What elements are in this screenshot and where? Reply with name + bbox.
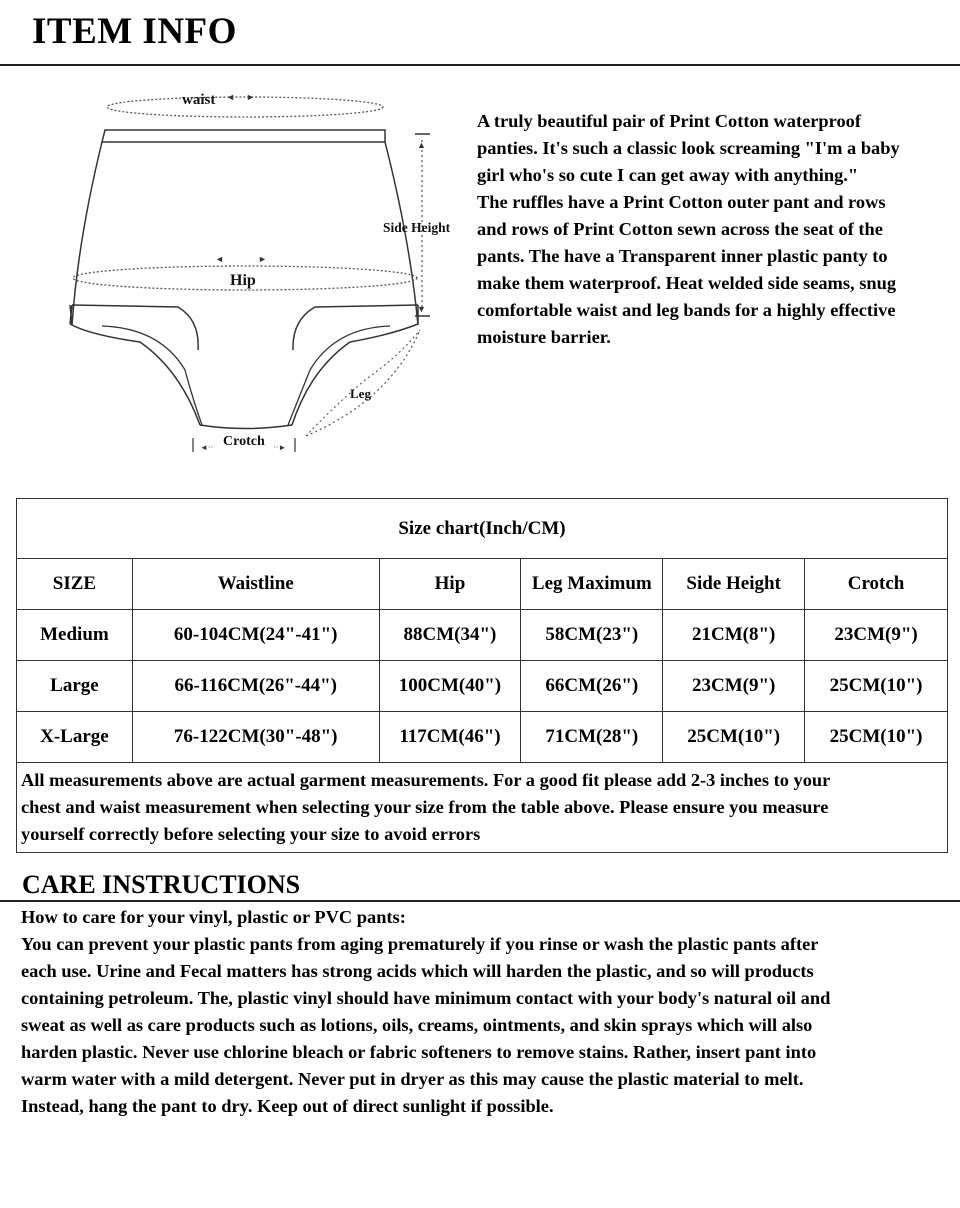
care-line: You can prevent your plastic pants from aging prematurely if you rinse or wash the plastic pants after: [21, 934, 819, 954]
side-height-cell: 25CM(10"): [663, 712, 805, 763]
care-section-title: CARE INSTRUCTIONS: [22, 870, 301, 899]
waist-arrow-icon: ◄: [226, 92, 235, 102]
waistline-cell: 66-116CM(26"-44"): [132, 661, 379, 712]
description-line: A truly beautiful pair of Print Cotton waterproof: [477, 111, 861, 131]
hip-cell: 117CM(46"): [379, 712, 521, 763]
care-line: harden plastic. Never use chlorine bleach or fabric softeners to remove stains. Rather, insert pant into: [21, 1042, 817, 1062]
waist-arrow-right-icon: ►: [246, 92, 255, 102]
waist-label: waist: [182, 92, 216, 108]
waistband: [102, 130, 385, 142]
column-header: Crotch: [805, 559, 948, 610]
size-cell: Large: [17, 661, 133, 712]
product-description: [477, 108, 960, 351]
size-chart-table: [16, 498, 948, 853]
side-height-cell: 21CM(8"): [663, 610, 805, 661]
table-row: [17, 712, 948, 763]
description-line: moisture barrier.: [477, 327, 611, 347]
measurement-note: [17, 763, 948, 853]
crotch-cell: 23CM(9"): [805, 610, 948, 661]
side-height-down-icon: ▼: [417, 304, 426, 314]
crotch-cell: 25CM(10"): [805, 712, 948, 763]
column-header: Hip: [379, 559, 521, 610]
care-line: containing petroleum. The, plastic vinyl should have minimum contact with your body's natural oil and: [21, 988, 831, 1008]
hip-cell: 100CM(40"): [379, 661, 521, 712]
side-height-label: Side Height: [383, 220, 451, 235]
leg-cell: 71CM(28"): [521, 712, 663, 763]
waistline-cell: 76-122CM(30"-48"): [132, 712, 379, 763]
side-height-cell: 23CM(9"): [663, 661, 805, 712]
care-divider: [0, 900, 960, 902]
hip-arrow-right-icon: ►: [258, 254, 267, 264]
column-header: SIZE: [17, 559, 133, 610]
note-line: chest and waist measurement when selecting your size from the table above. Please ensure you measure: [21, 797, 829, 817]
measurement-diagram: [60, 80, 470, 460]
hip-label: Hip: [230, 272, 256, 289]
care-line: warm water with a mild detergent. Never put in dryer as this may cause the plastic material to melt.: [21, 1069, 804, 1089]
leg-cell: 58CM(23"): [521, 610, 663, 661]
table-row: [17, 661, 948, 712]
crotch-cell: 25CM(10"): [805, 661, 948, 712]
crotch-panel: [200, 425, 292, 429]
hip-cell: 88CM(34"): [379, 610, 521, 661]
size-cell: Medium: [17, 610, 133, 661]
header-divider: [0, 64, 960, 66]
column-header: Leg Maximum: [521, 559, 663, 610]
column-header: Side Height: [663, 559, 805, 610]
care-line: How to care for your vinyl, plastic or PVC pants:: [21, 907, 406, 927]
side-height-up-icon: ▲: [417, 140, 426, 150]
size-chart-caption: Size chart(Inch/CM): [17, 499, 948, 559]
description-line: pants. The have a Transparent inner plastic panty to: [477, 246, 888, 266]
note-line: All measurements above are actual garment measurements. For a good fit please add 2-3 inches to your: [21, 770, 831, 790]
care-line: sweat as well as care products such as lotions, oils, creams, ointments, and skin sprays which will also: [21, 1015, 813, 1035]
size-chart-header-row: [17, 559, 948, 610]
note-line: yourself correctly before selecting your size to avoid errors: [21, 824, 481, 844]
crotch-arrow-icon: ◄··: [200, 443, 214, 452]
page-title: ITEM INFO: [32, 11, 237, 52]
care-line: each use. Urine and Fecal matters has strong acids which will harden the plastic, and so will products: [21, 961, 814, 981]
care-instructions-text: [21, 904, 956, 1120]
description-line: panties. It's such a classic look screaming "I'm a baby: [477, 138, 900, 158]
table-row: [17, 610, 948, 661]
leg-cell: 66CM(26"): [521, 661, 663, 712]
description-line: comfortable waist and leg bands for a highly effective: [477, 300, 896, 320]
care-line: Instead, hang the pant to dry. Keep out of direct sunlight if possible.: [21, 1096, 554, 1116]
description-line: The ruffles have a Print Cotton outer pant and rows: [477, 192, 886, 212]
column-header: Waistline: [132, 559, 379, 610]
crotch-arrow-right-icon: ··►: [273, 443, 287, 452]
description-line: and rows of Print Cotton sewn across the seat of the: [477, 219, 883, 239]
waist-ellipse: [107, 97, 383, 117]
description-line: girl who's so cute I can get away with anything.": [477, 165, 859, 185]
leg-label: Leg: [350, 386, 371, 401]
description-line: make them waterproof. Heat welded side seams, snug: [477, 273, 897, 293]
crotch-label: Crotch: [223, 434, 265, 449]
waistline-cell: 60-104CM(24"-41"): [132, 610, 379, 661]
size-cell: X-Large: [17, 712, 133, 763]
hip-arrow-icon: ◄: [215, 254, 224, 264]
leg-curve: [306, 330, 420, 436]
